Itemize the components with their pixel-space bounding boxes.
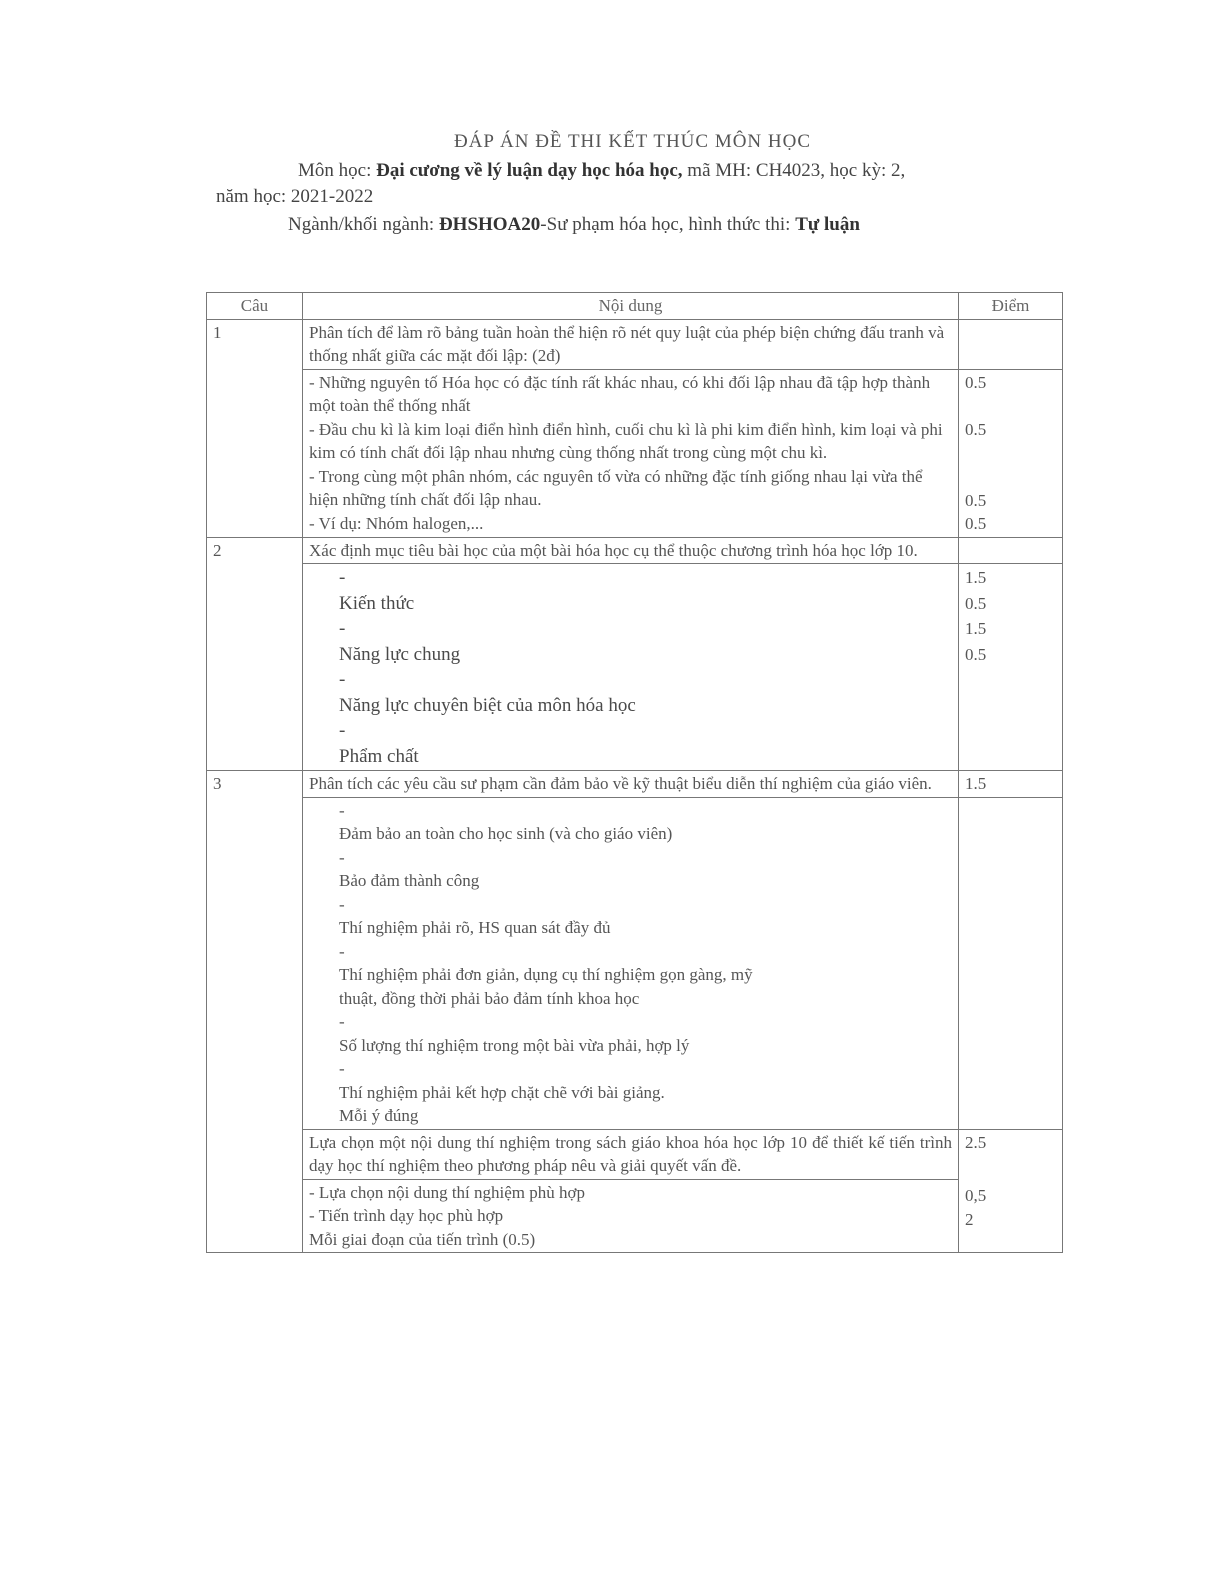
list-item: - Thí nghiệm phải kết hợp chặt chẽ với bài giảng. xyxy=(339,1059,665,1102)
table-row xyxy=(207,564,1063,771)
answer-item: - Những nguyên tố Hóa học có đặc tính rất khác nhau, có khi đối lập nhau đã tập hợp thành một toàn thể thống nhất xyxy=(309,372,931,415)
course-label: Môn học: xyxy=(298,160,377,181)
list-item: - Bảo đảm thành công xyxy=(339,847,480,890)
answer-item: - Ví dụ: Nhóm halogen,... xyxy=(309,513,484,533)
question-prompt: Lựa chọn một nội dung thí nghiệm trong sách giáo khoa hóa học lớp 10 để thiết kế tiến trình dạy học thí nghiệm theo phương pháp nêu và giải quyết vấn đề. xyxy=(303,1129,959,1179)
answer-content xyxy=(303,797,959,1129)
document-title: ĐÁP ÁN ĐỀ THI KẾT THÚC MÔN HỌC xyxy=(453,131,812,152)
course-code: mã MH: CH4023, học kỳ: 2, xyxy=(682,160,906,181)
answer-item: - Đầu chu kì là kim loại điển hình điển hình, cuối chu kì là phi kim điển hình, kim loại và phi kim có tính chất đối lập nhau nhưng cùng thống nhất trong cùng một chu kì. xyxy=(309,419,943,462)
header-diem: Điểm xyxy=(959,293,1063,320)
points-value: 0,5 xyxy=(965,1186,987,1205)
objective-list xyxy=(309,565,952,769)
question-prompt: Phân tích để làm rõ bảng tuần hoàn thể hiện rõ nét quy luật của phép biện chứng đấu tranh và thống nhất giữa các mặt đối lập: (2đ) xyxy=(303,319,959,369)
major-rest: -Sư phạm hóa học, hình thức thi: xyxy=(540,214,796,235)
list-item: - Thí nghiệm phải đơn giản, dụng cụ thí nghiệm gọn gàng, mỹ xyxy=(339,941,753,984)
table-row xyxy=(207,319,1063,369)
answer-item: - Tiến trình dạy học phù hợp xyxy=(309,1206,504,1225)
table-row xyxy=(207,369,1063,537)
list-item: - Thí nghiệm phải rõ, HS quan sát đầy đủ xyxy=(339,894,611,937)
table-header-row xyxy=(207,293,1063,320)
points-value: 1.5 xyxy=(965,774,987,793)
answer-item: - Lựa chọn nội dung thí nghiệm phù hợp xyxy=(309,1182,586,1202)
answer-content xyxy=(303,1179,959,1253)
points-cell xyxy=(959,1129,1063,1253)
answer-item: - Trong cùng một phân nhóm, các nguyên tố vừa có những đặc tính giống nhau lại vừa thể hiện những tính chất đối lập nhau. xyxy=(309,466,923,509)
question-number: 1 xyxy=(207,319,303,537)
answer-content xyxy=(303,564,959,771)
points-value: 1.5 xyxy=(965,619,987,638)
list-item-continued: thuật, đồng thời phải bảo đảm tính khoa học xyxy=(339,988,640,1008)
answer-table xyxy=(206,292,1063,1253)
table-row xyxy=(207,771,1063,798)
points-value: 0.5 xyxy=(965,490,987,510)
points-cell xyxy=(959,319,1063,369)
question-number: 3 xyxy=(207,771,303,1253)
major-label: Ngành/khối ngành: xyxy=(288,214,439,235)
question-prompt: Xác định mục tiêu bài học của một bài hóa học cụ thể thuộc chương trình hóa học lớp 10. xyxy=(303,537,959,564)
school-year: năm học: 2021-2022 xyxy=(216,186,374,207)
points-cell xyxy=(959,369,1063,537)
list-item: - Đảm bảo an toàn cho học sinh (và cho giáo viên) xyxy=(339,800,673,843)
points-cell xyxy=(959,771,1063,798)
table-row xyxy=(207,1129,1063,1179)
major-code: ĐHSHOA20 xyxy=(438,214,541,235)
answer-item: Mỗi giai đoạn của tiến trình (0.5) xyxy=(309,1229,536,1249)
requirement-list xyxy=(309,799,952,1128)
exam-form: Tự luận xyxy=(795,214,860,235)
points-value: 1.5 xyxy=(965,568,987,587)
answer-content xyxy=(303,369,959,537)
list-item: - Số lượng thí nghiệm trong một bài vừa phải, hợp lý xyxy=(339,1012,690,1055)
list-item: - Năng lực chung xyxy=(339,618,461,665)
course-name: Đại cương về lý luận dạy học hóa học, xyxy=(376,160,683,181)
points-cell xyxy=(959,564,1063,771)
table-row xyxy=(207,1179,1063,1253)
points-cell xyxy=(959,797,1063,1129)
course-line xyxy=(298,160,905,182)
points-value: 0.5 xyxy=(965,514,987,533)
list-note: Mỗi ý đúng xyxy=(339,1106,419,1125)
points-value: 0.5 xyxy=(965,372,987,392)
table-row xyxy=(207,537,1063,564)
question-number: 2 xyxy=(207,537,303,771)
points-value: 0.5 xyxy=(965,593,987,613)
points-cell xyxy=(959,537,1063,564)
table-row xyxy=(207,797,1063,1129)
list-item: - Năng lực chuyên biệt của môn hóa học xyxy=(339,669,636,716)
points-value: 2.5 xyxy=(965,1132,987,1152)
points-value: 0.5 xyxy=(965,420,987,439)
header-noidung: Nội dung xyxy=(303,293,959,320)
question-prompt: Phân tích các yêu cầu sư phạm cần đảm bảo về kỹ thuật biểu diễn thí nghiệm của giáo viên. xyxy=(303,771,959,798)
header-cau: Câu xyxy=(207,293,303,320)
list-item: - Kiến thức xyxy=(339,567,415,614)
points-value: 0.5 xyxy=(965,644,987,664)
points-value: 2 xyxy=(965,1209,974,1229)
list-item: - Phẩm chất xyxy=(339,720,419,767)
major-line xyxy=(288,214,860,236)
